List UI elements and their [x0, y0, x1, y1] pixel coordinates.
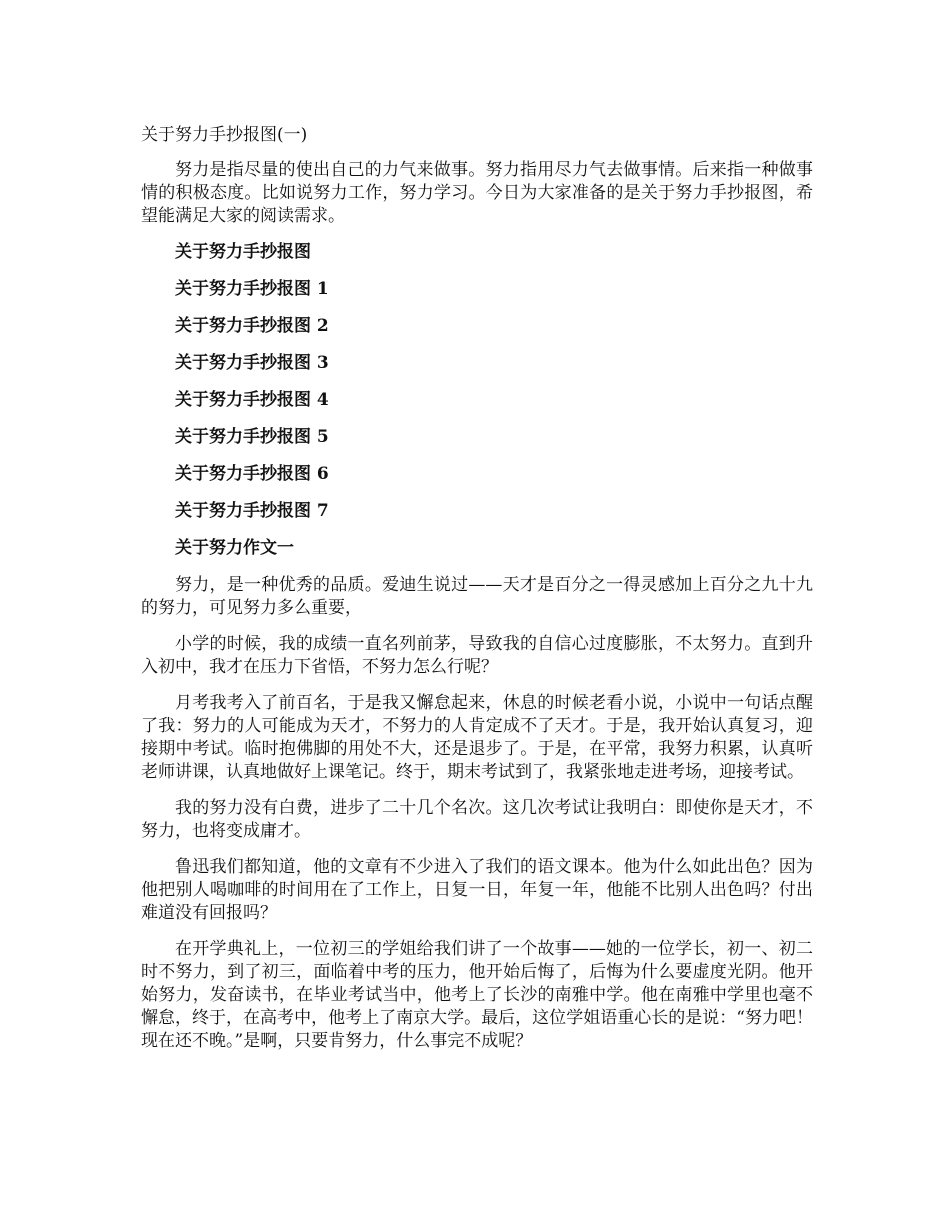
section-heading: 关于努力手抄报图 4	[175, 390, 329, 410]
section-heading: 关于努力手抄报图 6	[175, 464, 329, 484]
section-heading: 关于努力手抄报图	[175, 242, 311, 262]
essay-heading: 关于努力作文一	[175, 538, 294, 558]
essay-paragraph: 鲁迅我们都知道，他的文章有不少进入了我们的语文课本。他为什么如此出色？因为他把别人喝咖啡的时间用在了工作上，日复一日，年复一年，他能不比别人出色吗？付出难道没有回报吗？	[141, 857, 813, 923]
essay-paragraph: 我的努力没有白费，进步了二十几个名次。这几次考试让我明白：即使你是天才，不努力，也将变成庸才。	[141, 798, 813, 841]
section-heading: 关于努力手抄报图 5	[175, 427, 329, 447]
essay-paragraph: 月考我考入了前百名，于是我又懈怠起来，休息的时候老看小说，小说中一句话点醒了我：努力的人可能成为天才，不努力的人肯定成不了天才。于是，我开始认真复习，迎接期中考试。临时抱佛脚的用处不大，还是退步了。于是，在平常，我努力积累，认真听老师讲课，认真地做好上课笔记。终于，期末考试到了，我紧张地走进考场，迎接考试。	[141, 693, 813, 782]
section-heading: 关于努力手抄报图 2	[175, 316, 329, 336]
essay-paragraph: 在开学典礼上，一位初三的学姐给我们讲了一个故事——她的一位学长，初一、初二时不努力，到了初三，面临着中考的压力，他开始后悔了，后悔为什么要虚度光阴。他开始努力，发奋读书，在毕业考试当中，他考上了长沙的南雅中学。他在南雅中学里也毫不懈怠，终于，在高考中，他考上了南京大学。最后，这位学姐语重心长的是说：“努力吧！现在还不晚。”是啊，只要肯努力，什么事完不成呢？	[141, 939, 813, 1051]
document-page	[141, 123, 813, 1066]
essay-paragraph: 小学的时候，我的成绩一直名列前茅，导致我的自信心过度膨胀，不太努力。直到升入初中，我才在压力下省悟，不努力怎么行呢？	[141, 634, 813, 677]
essay-paragraph: 努力，是一种优秀的品质。爱迪生说过——天才是百分之一得灵感加上百分之九十九的努力，可见努力多么重要，	[141, 575, 813, 618]
intro-paragraph: 努力是指尽量的使出自己的力气来做事。努力指用尽力气去做事情。后来指一种做事情的积极态度。比如说努力工作，努力学习。今日为大家准备的是关于努力手抄报图，希望能满足大家的阅读需求。	[141, 160, 813, 226]
section-heading: 关于努力手抄报图 1	[175, 279, 329, 299]
section-heading: 关于努力手抄报图 7	[175, 501, 329, 521]
section-heading: 关于努力手抄报图 3	[175, 353, 329, 373]
document-title: 关于努力手抄报图(一)	[141, 125, 308, 145]
